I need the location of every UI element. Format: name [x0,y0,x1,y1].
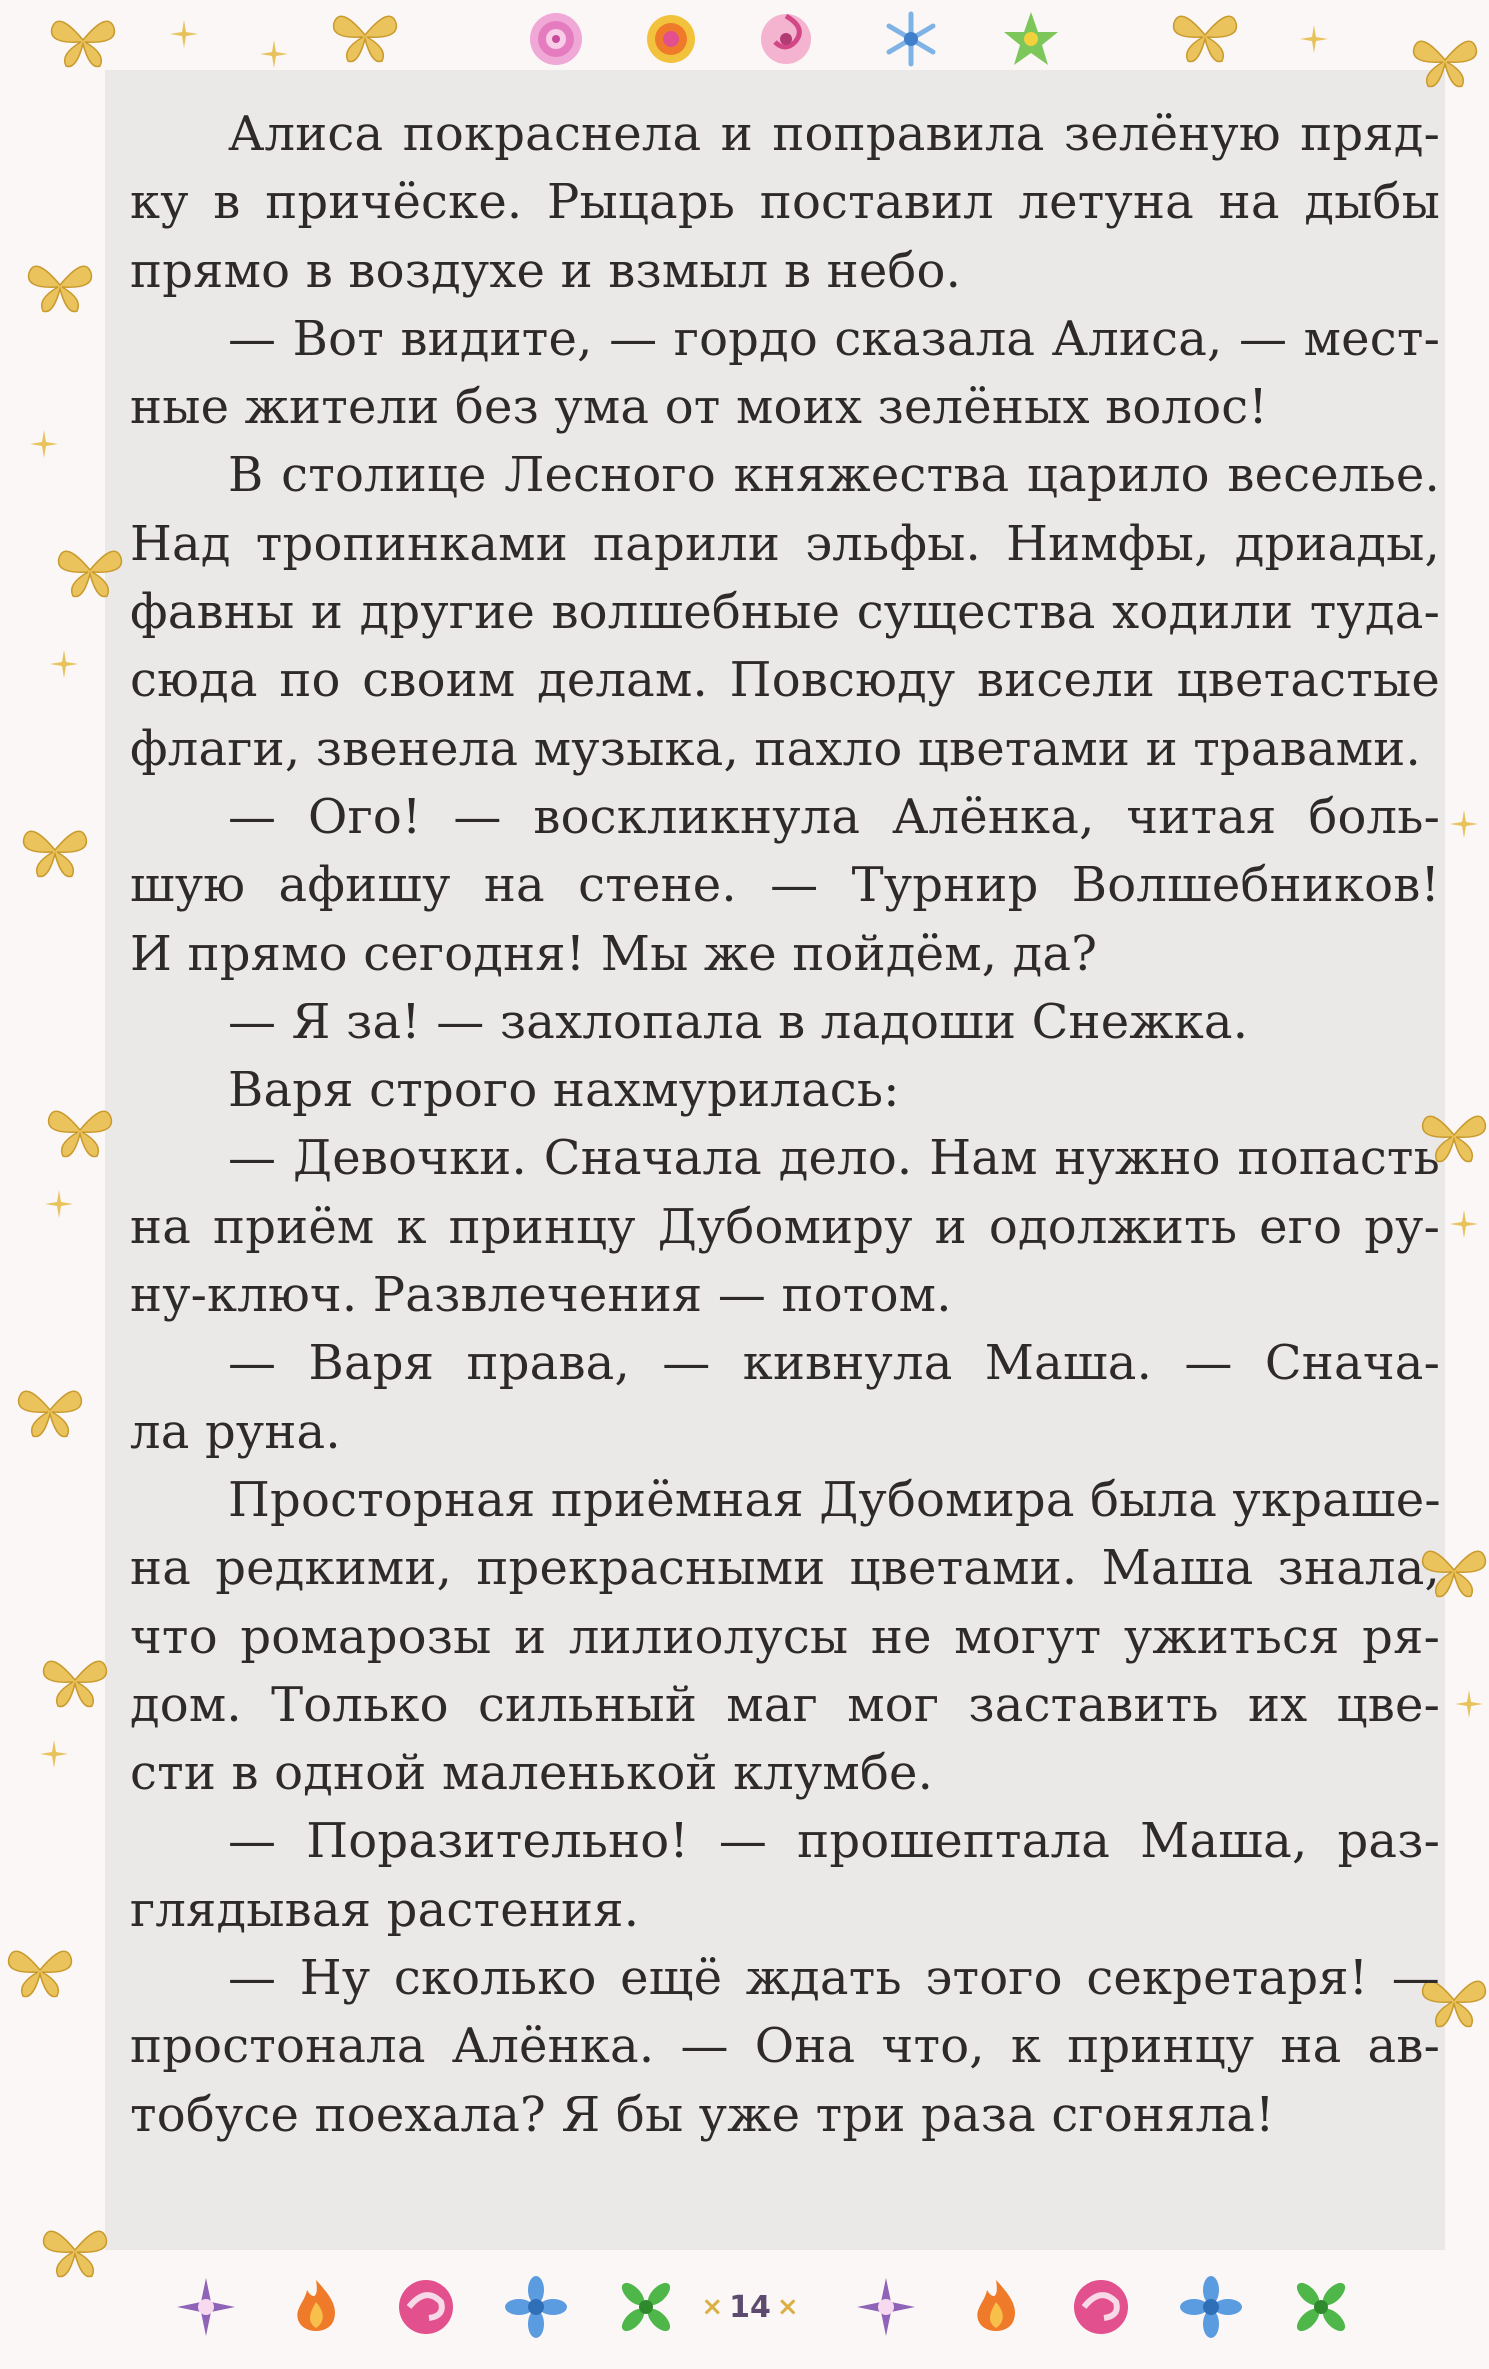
blue-snowflake-icon [880,8,942,70]
text-line: ла руна. [130,1403,341,1460]
page-number [690,2282,810,2332]
green-leaf-star-icon [1290,2276,1352,2338]
text-line: Алиса покраснела и поправила зелёную пряд- [228,106,1440,162]
butterfly-icon [48,10,118,70]
green-star-icon [1000,8,1062,70]
text-line: что ромарозы и лилиолусы не могут ужиться ря- [130,1608,1440,1665]
text-line: на редкими, прекрасными цветами. Маша знала, [130,1540,1440,1597]
text-line: флаги, звенела музыка, пахло цветами и травами. [130,720,1421,777]
paragraph [130,1944,1440,2149]
sparkle-icon [50,650,78,678]
text-line: — Поразительно! — прошептала Маша, раз- [228,1813,1440,1870]
flame-icon [965,2276,1027,2338]
butterfly-icon [55,540,125,600]
text-line: прямо в воздухе и взмыл в небо. [130,242,962,299]
paragraph [130,988,1440,1056]
pink-swirl-icon [755,8,817,70]
text-line: шую афишу на стене. — Турнир Волшебников! [130,857,1440,914]
text-line: тобусе поехала? Я бы уже три раза сгоняла! [130,2086,1275,2143]
text-line: — Вот видите, — гордо сказала Алиса, — мест- [228,310,1440,367]
text-line: Просторная приёмная Дубомира была украше- [228,1471,1441,1528]
butterfly-icon [25,255,95,315]
text-line: ну-ключ. Развлечения — потом. [130,1267,952,1324]
butterfly-icon [5,1940,75,2000]
text-line: глядывая растения. [130,1881,640,1938]
text-line: — Варя права, — кивнула Маша. — Снача- [228,1335,1440,1392]
pink-swirl-icon [1070,2276,1132,2338]
paragraph [130,1807,1440,1944]
text-line: — Ну сколько ещё ждать этого секретаря! — [228,1950,1440,2007]
text-line: — Я за! — захлопала в ладоши Снежка. [228,993,1249,1050]
sparkle-icon [1455,1690,1483,1718]
butterfly-icon [45,1100,115,1160]
text-line: — Ого! — воскликнула Алёнка, читая боль- [228,788,1440,845]
butterfly-icon [1410,30,1480,90]
compass-star-icon [855,2276,917,2338]
cross-ornament: × [701,2292,724,2322]
text-line: простонала Алёнка. — Она что, к принцу на ав- [130,2018,1440,2075]
sparkle-icon [1300,25,1328,53]
text-line: сти в одной маленькой клумбе. [130,1745,934,1802]
blue-snowflake-icon [1180,2276,1242,2338]
compass-star-icon [175,2276,237,2338]
paragraph [130,1329,1440,1466]
butterfly-icon [20,820,90,880]
page-number-text: 14 [729,2289,771,2325]
text-line: дом. Только сильный маг мог заставить их цве- [130,1676,1440,1733]
cross-ornament: × [776,2292,799,2322]
paragraph [130,305,1440,442]
paragraph [130,100,1440,305]
pink-swirl-icon [395,2276,457,2338]
text-line: фавны и другие волшебные существа ходили туда- [130,584,1440,641]
butterfly-icon [40,1650,110,1710]
text-line: Над тропинками парили эльфы. Нимфы, дриады, [130,515,1440,572]
sparkle-icon [1450,810,1478,838]
text-line: — Девочки. Сначала дело. Нам нужно попасть [228,1130,1440,1187]
body-text [130,100,1440,2149]
paragraph [130,1056,1440,1124]
paragraph [130,1124,1440,1329]
blue-snowflake-icon [505,2276,567,2338]
yellow-flower-icon [640,8,702,70]
paragraph [130,441,1440,782]
text-line: сюда по своим делам. Повсюду висели цветастые [130,652,1440,709]
butterfly-icon [40,2220,110,2280]
butterfly-icon [15,1380,85,1440]
paragraph [130,1466,1440,1807]
text-line: В столице Лесного княжества царило веселье. [228,447,1440,504]
butterfly-icon [1170,5,1240,65]
paragraph [130,783,1440,988]
sparkle-icon [30,430,58,458]
butterfly-icon [330,5,400,65]
text-line: ные жители без ума от моих зелёных волос! [130,379,1268,436]
sparkle-icon [45,1190,73,1218]
text-line: на приём к принцу Дубомиру и одолжить его ру- [130,1198,1440,1255]
flame-icon [285,2276,347,2338]
text-line: И прямо сегодня! Мы же пойдём, да? [130,925,1098,982]
rose-swirl-icon [525,8,587,70]
text-line: ку в причёске. Рыцарь поставил летуна на дыбы [130,174,1440,231]
sparkle-icon [40,1740,68,1768]
text-line: Варя строго нахмурилась: [228,1062,900,1119]
green-leaf-star-icon [615,2276,677,2338]
sparkle-icon [260,40,288,68]
sparkle-icon [170,20,198,48]
sparkle-icon [1450,1210,1478,1238]
